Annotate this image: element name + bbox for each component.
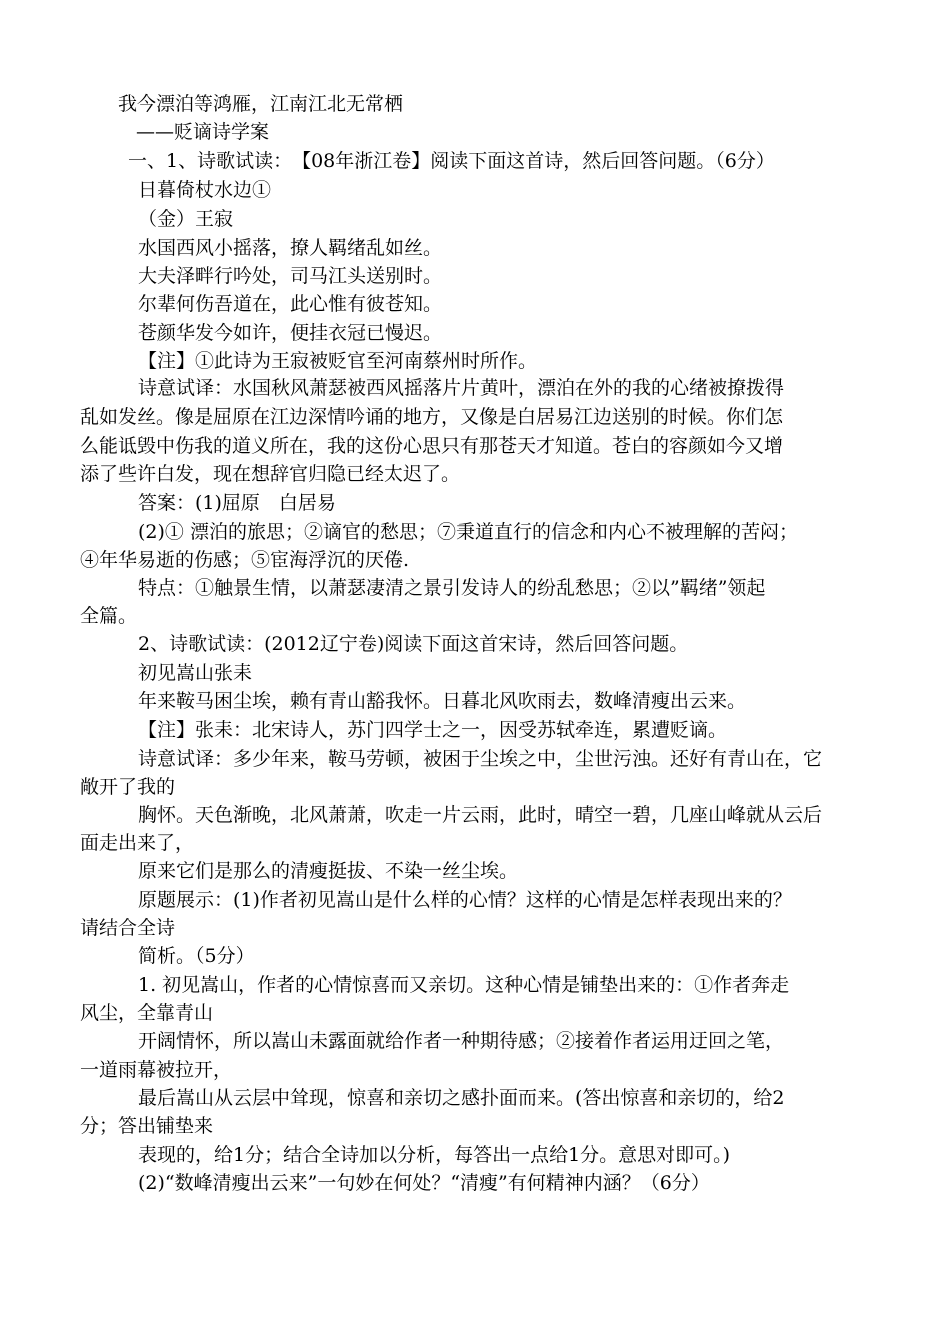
- q2-translation-line: 胸怀。天色渐晚，北风萧萧，吹走一片云雨，此时，晴空一碧，几座山峰就从云后: [138, 804, 823, 826]
- q1-note: 【注】①此诗为王寂被贬官至河南蔡州时所作。: [138, 350, 538, 372]
- q2-answer1-line: 开阔情怀，所以嵩山未露面就给作者一种期待感；②接着作者运用迂回之笔，: [138, 1030, 785, 1052]
- q2-answer1-line: 表现的，给1分；结合全诗加以分析，每答出一点给1分。意思对即可。): [138, 1144, 731, 1166]
- q2-answer1-line: 分；答出铺垫来: [80, 1115, 214, 1137]
- q1-translation-line: 添了些许白发，现在想辞官归隐已经太迟了。: [80, 463, 461, 485]
- q2-translation-line: 敞开了我的: [80, 776, 176, 798]
- q1-poem-line: 尔辈何伤吾道在，此心惟有彼苍知。: [138, 293, 443, 315]
- q1-poem-line: 大夫泽畔行吟处，司马江头送别时。: [138, 265, 443, 287]
- q2-question1-line: 请结合全诗: [80, 917, 176, 939]
- q1-answer2-line: (2)① 漂泊的旅思；②谪官的愁思；⑦秉道直行的信念和内心不被理解的苦闷；: [138, 521, 798, 543]
- q2-heading: 2、诗歌试读：(2012辽宁卷)阅读下面这首宋诗，然后回答问题。: [138, 633, 689, 655]
- q1-poem-author: （金）王寂: [138, 208, 234, 230]
- document-subtitle: ——贬谪诗学案: [136, 121, 270, 143]
- q1-poem-title: 日暮倚杖水边①: [138, 179, 272, 201]
- q2-answer1-line: 最后嵩山从云层中耸现，惊喜和亲切之感扑面而来。(答出惊喜和亲切的，给2: [138, 1087, 785, 1109]
- q2-translation-line: 面走出来了，: [80, 832, 195, 854]
- q1-feature-line: 特点：①触景生情，以萧瑟凄清之景引发诗人的纷乱愁思；②以”羁绪”领起: [138, 577, 766, 599]
- q1-poem-line: 苍颜华发今如许，便挂衣冠已慢迟。: [138, 322, 443, 344]
- q1-translation-line: 诗意试译：水国秋风萧瑟被西风摇落片片黄叶，漂泊在外的我的心绪被撩拨得: [138, 377, 785, 399]
- q2-answer1-line: 1. 初见嵩山，作者的心情惊喜而又亲切。这种心情是铺垫出来的：①作者奔走: [138, 974, 790, 996]
- document-title: 我今漂泊等鸿雁，江南江北无常栖: [118, 93, 404, 115]
- q1-heading: 一、1、诗歌试读： 【08年浙江卷】阅读下面这首诗，然后回答问题。（6分）: [128, 150, 775, 172]
- q2-question1-line: 简析。（5分）: [138, 945, 255, 967]
- q2-question1-line: 原题展示：(1)作者初见嵩山是什么样的心情？这样的心情是怎样表现出来的？: [138, 889, 792, 911]
- q2-answer1-line: 风尘，全靠青山: [80, 1002, 214, 1024]
- q1-answer1: 答案：(1)屈原 白居易: [138, 492, 336, 514]
- q2-question2: (2)“数峰清瘦出云来”一句妙在何处？“清瘦”有何精神内涵？（6分）: [138, 1172, 710, 1194]
- q1-translation-line: 么能诋毁中伤我的道义所在，我的这份心思只有那苍天才知道。苍白的容颜如今又增: [80, 435, 784, 457]
- q2-answer1-line: 一道雨幕被拉开，: [80, 1059, 233, 1081]
- q2-note: 【注】张耒：北宋诗人，苏门四学士之一，因受苏轼牵连，累遭贬谪。: [138, 719, 728, 741]
- q2-translation-line: 诗意试译：多少年来，鞍马劳顿，被困于尘埃之中，尘世污浊。还好有青山在，它: [138, 748, 823, 770]
- q2-poem: 年来鞍马困尘埃，赖有青山豁我怀。日暮北风吹雨去，数峰清瘦出云来。: [138, 690, 747, 712]
- q1-feature-line: 全篇。: [80, 605, 138, 627]
- q2-poem-title: 初见嵩山张耒: [138, 662, 253, 684]
- q1-poem-line: 水国西风小摇落，撩人羁绪乱如丝。: [138, 237, 443, 259]
- q1-answer2-line: ④年华易逝的伤感；⑤宦海浮沉的厌倦.: [80, 549, 410, 571]
- q2-translation-line: 原来它们是那么的清瘦挺拔、不染一丝尘埃。: [138, 860, 519, 882]
- q1-translation-line: 乱如发丝。像是屈原在江边深情吟诵的地方，又像是白居易江边送别的时候。你们怎: [80, 406, 784, 428]
